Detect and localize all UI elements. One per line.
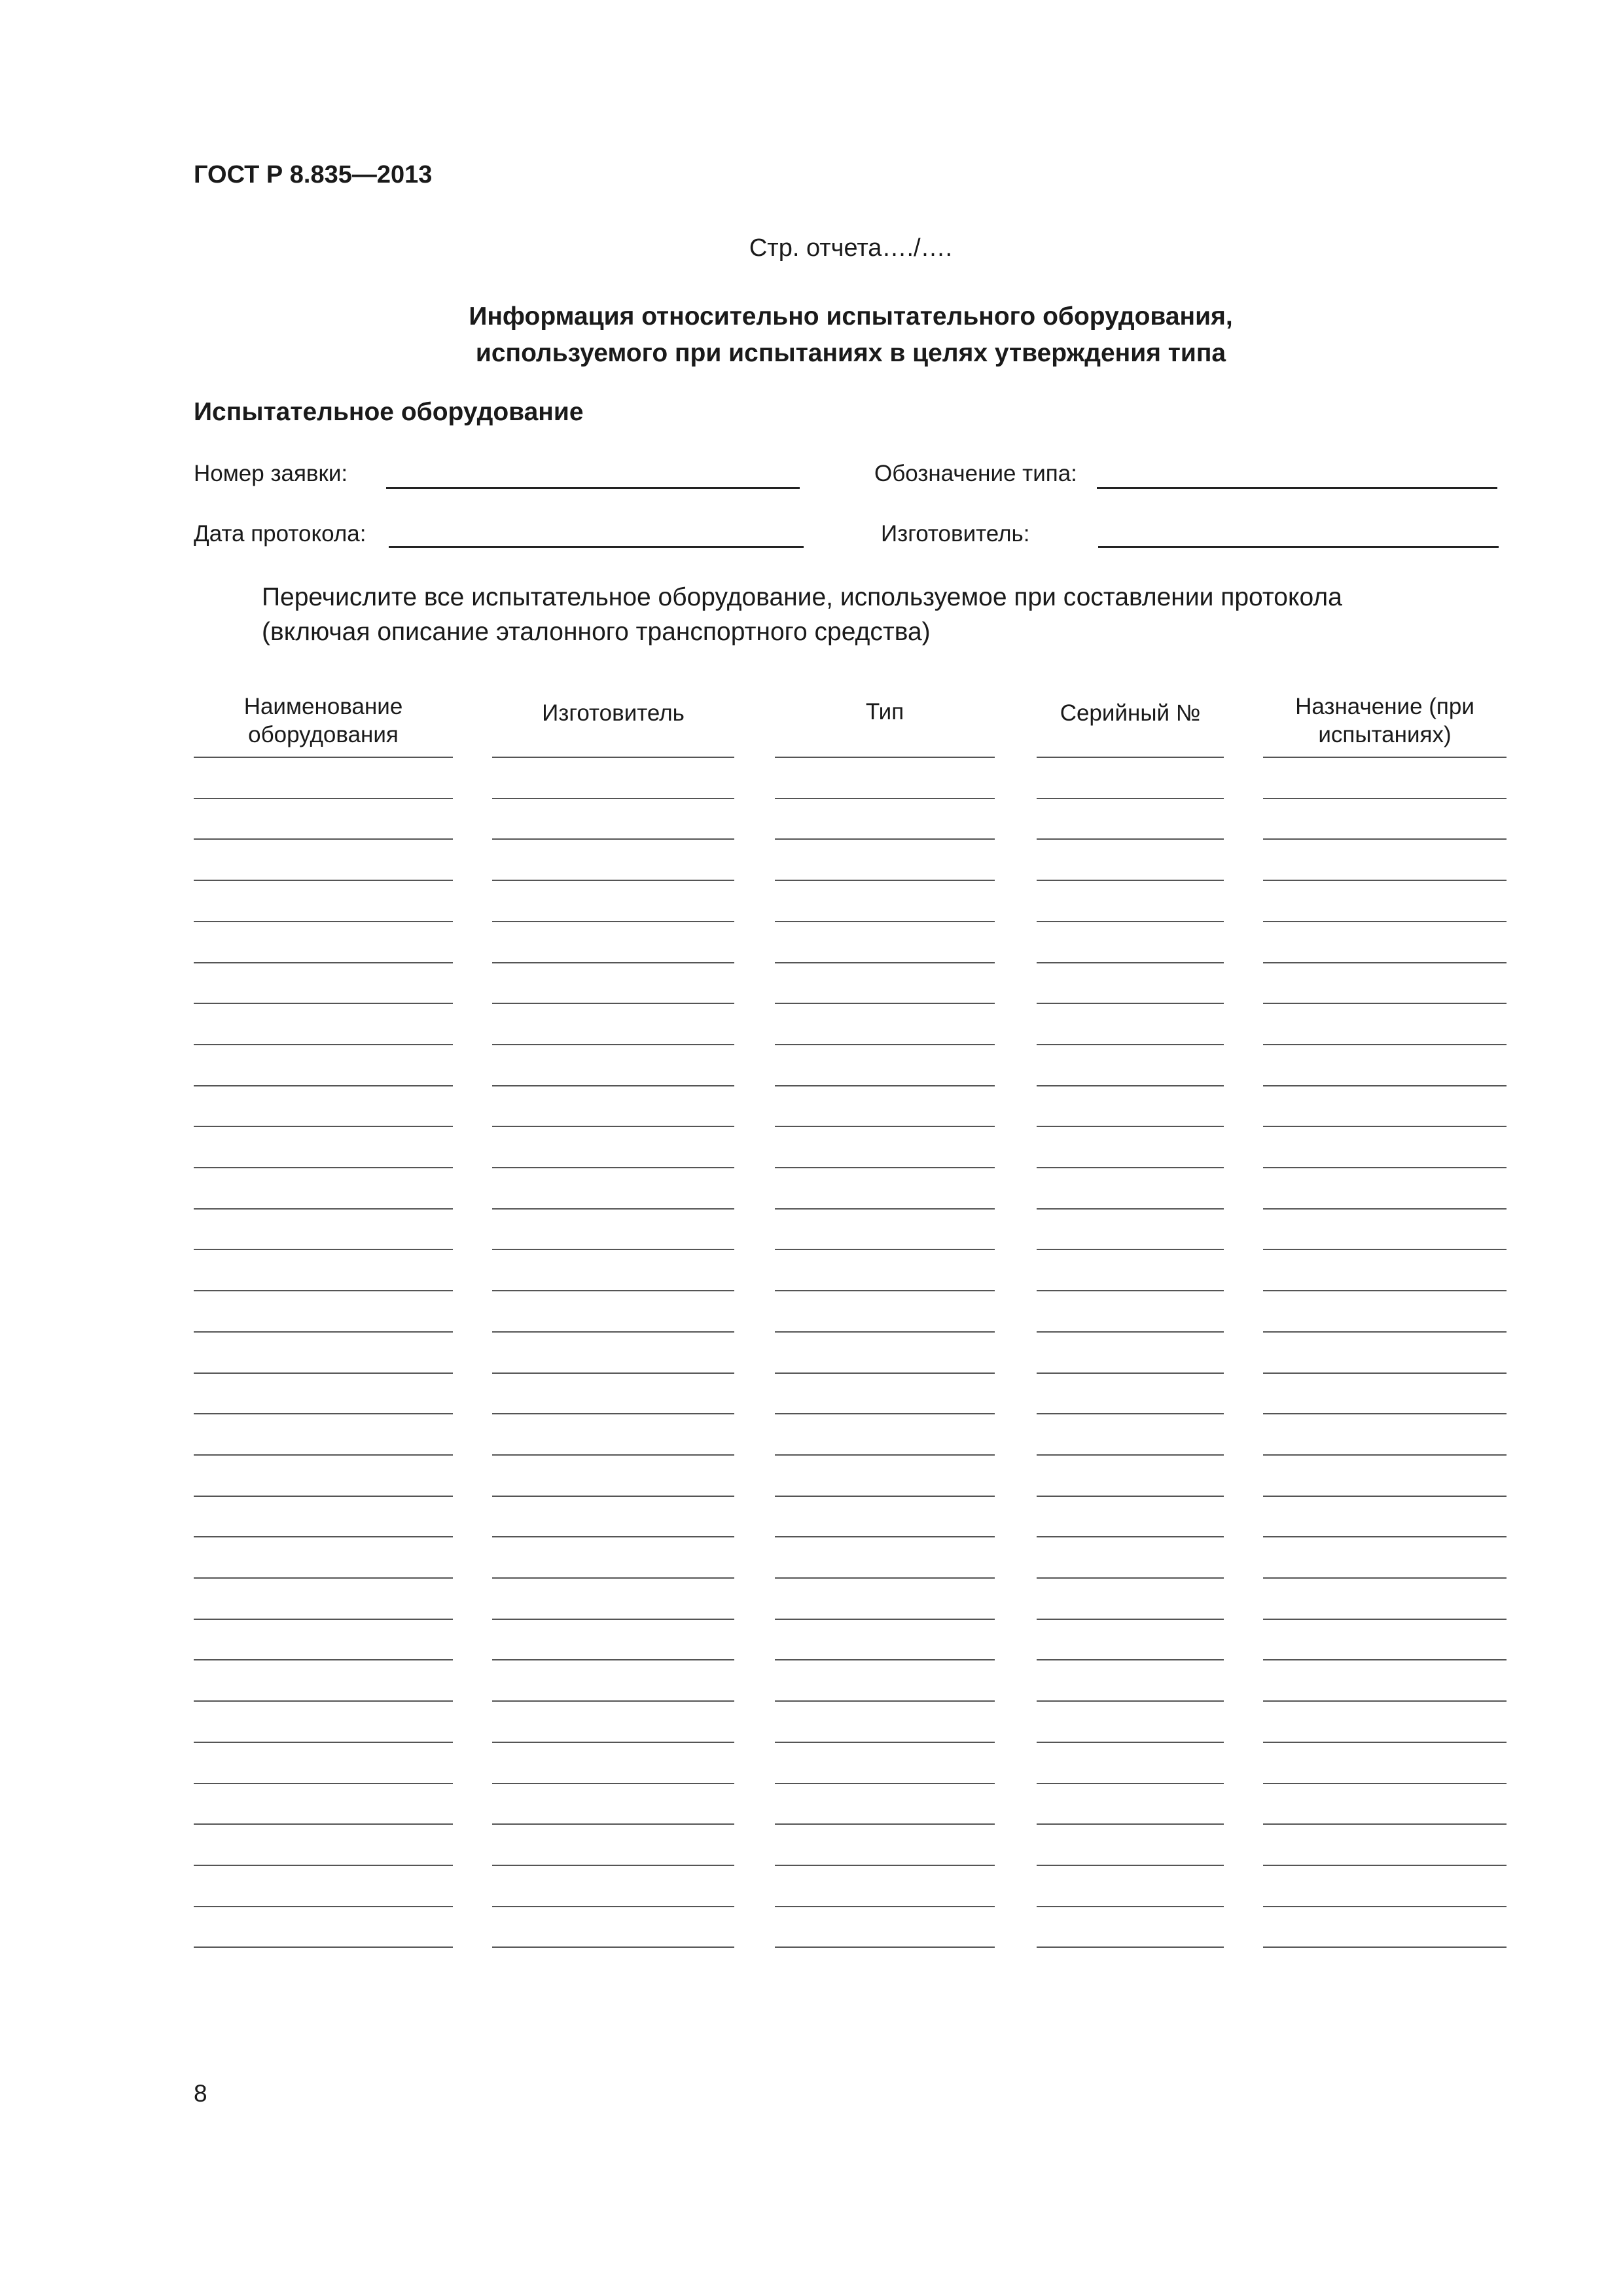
table-cell-line[interactable] [194, 1946, 453, 1948]
instruction-line-2: (включая описание эталонного транспортного средства) [262, 618, 931, 646]
table-cell-line[interactable] [492, 962, 734, 963]
table-cell-line[interactable] [775, 1700, 995, 1702]
table-cell-line[interactable] [775, 1044, 995, 1045]
table-cell-line[interactable] [194, 1823, 453, 1825]
table-cell-line[interactable] [775, 798, 995, 799]
table-cell-line[interactable] [492, 1044, 734, 1045]
table-cell-line[interactable] [492, 921, 734, 922]
table-cell-line[interactable] [775, 962, 995, 963]
form-title [196, 298, 1505, 372]
table-cell-line[interactable] [492, 1659, 734, 1660]
table-cell-line[interactable] [1037, 1167, 1224, 1168]
table-cell-line[interactable] [492, 1372, 734, 1374]
table-cell-line[interactable] [492, 1823, 734, 1825]
table-cell-line[interactable] [1037, 1823, 1224, 1825]
table-cell-line[interactable] [1037, 1044, 1224, 1045]
table-cell-line[interactable] [775, 1372, 995, 1374]
table-cell-line[interactable] [1037, 1126, 1224, 1127]
table-cell-line[interactable] [775, 1003, 995, 1004]
table-cell-line[interactable] [194, 962, 453, 963]
table-cell-line[interactable] [1037, 1331, 1224, 1333]
application-number-label: Номер заявки: [194, 461, 348, 486]
table-cell-line[interactable] [1263, 838, 1507, 840]
protocol-date-label: Дата протокола: [194, 521, 366, 547]
table-cell-line[interactable] [194, 921, 453, 922]
instruction-line-1: Перечислите все испытательное оборудование, используемое при составлении протокола [262, 583, 1342, 611]
manufacturer-label: Изготовитель: [881, 521, 1030, 547]
table-cell-line[interactable] [1263, 1413, 1507, 1414]
table-cell-line[interactable] [492, 1577, 734, 1579]
table-cell-line[interactable] [1263, 1044, 1507, 1045]
table-cell-line[interactable] [194, 1496, 453, 1497]
table-cell-line[interactable] [1037, 1536, 1224, 1537]
table-cell-line[interactable] [1037, 1290, 1224, 1291]
table-cell-line[interactable] [194, 1659, 453, 1660]
table-cell-line[interactable] [194, 757, 453, 758]
section-title: Испытательное оборудование [194, 398, 584, 426]
table-cell-line[interactable] [492, 880, 734, 881]
table-cell-line[interactable] [492, 1946, 734, 1948]
column-header-line: оборудования [248, 722, 399, 747]
table-cell-line[interactable] [1263, 1865, 1507, 1866]
table-cell-line[interactable] [194, 1742, 453, 1743]
type-designation-field[interactable] [1097, 487, 1497, 489]
table-cell-line[interactable] [1263, 1126, 1507, 1127]
table-cell-line[interactable] [492, 1496, 734, 1497]
table-cell-line[interactable] [1037, 1659, 1224, 1660]
table-cell-line[interactable] [1263, 1454, 1507, 1456]
table-cell-line[interactable] [492, 1126, 734, 1127]
table-cell-line[interactable] [1263, 1372, 1507, 1374]
table-cell-line[interactable] [492, 1249, 734, 1250]
table-cell-line[interactable] [194, 1619, 453, 1620]
column-header-purpose [1263, 692, 1507, 749]
table-cell-line[interactable] [492, 757, 734, 758]
table-cell-line[interactable] [775, 1783, 995, 1784]
table-cell-line[interactable] [1037, 838, 1224, 840]
table-cell-line[interactable] [1037, 1742, 1224, 1743]
table-cell-line[interactable] [1037, 1208, 1224, 1210]
table-cell-line[interactable] [775, 880, 995, 881]
table-cell-line[interactable] [775, 1208, 995, 1210]
table-cell-line[interactable] [194, 838, 453, 840]
table-cell-line[interactable] [775, 1823, 995, 1825]
table-cell-line[interactable] [775, 1865, 995, 1866]
table-cell-line[interactable] [492, 1003, 734, 1004]
table-cell-line[interactable] [775, 1619, 995, 1620]
table-cell-line[interactable] [194, 1577, 453, 1579]
form-title-line-2: используемого при испытаниях в целях утверждения типа [475, 339, 1226, 367]
table-cell-line[interactable] [194, 1044, 453, 1045]
table-cell-line[interactable] [1263, 1659, 1507, 1660]
table-cell-line[interactable] [1263, 1167, 1507, 1168]
manufacturer-field[interactable] [1098, 546, 1499, 548]
table-cell-line[interactable] [492, 1906, 734, 1907]
table-cell-line[interactable] [194, 1003, 453, 1004]
table-cell-line[interactable] [492, 1700, 734, 1702]
table-cell-line[interactable] [1263, 1208, 1507, 1210]
table-cell-line[interactable] [194, 1249, 453, 1250]
table-cell-line[interactable] [194, 880, 453, 881]
column-header-serial-number [1037, 699, 1224, 727]
table-cell-line[interactable] [1037, 1619, 1224, 1620]
table-cell-line[interactable] [1263, 1003, 1507, 1004]
table-cell-line[interactable] [775, 1331, 995, 1333]
table-cell-line[interactable] [1037, 1577, 1224, 1579]
table-cell-line[interactable] [775, 1413, 995, 1414]
table-cell-line[interactable] [1263, 962, 1507, 963]
table-cell-line[interactable] [775, 1906, 995, 1907]
protocol-date-field[interactable] [389, 546, 804, 548]
table-cell-line[interactable] [492, 1208, 734, 1210]
table-cell-line[interactable] [492, 1290, 734, 1291]
table-cell-line[interactable] [1263, 1823, 1507, 1825]
column-header-type [775, 698, 995, 726]
table-cell-line[interactable] [1263, 1619, 1507, 1620]
table-cell-line[interactable] [775, 1742, 995, 1743]
report-page-reference: Стр. отчета…./…. [749, 234, 953, 262]
table-cell-line[interactable] [775, 1290, 995, 1291]
table-cell-line[interactable] [1263, 1496, 1507, 1497]
table-cell-line[interactable] [194, 1413, 453, 1414]
table-cell-line[interactable] [1037, 1496, 1224, 1497]
table-cell-line[interactable] [194, 1126, 453, 1127]
table-cell-line[interactable] [1037, 1865, 1224, 1866]
table-cell-line[interactable] [194, 1331, 453, 1333]
table-cell-line[interactable] [492, 1865, 734, 1866]
table-cell-line[interactable] [1263, 1906, 1507, 1907]
table-cell-line[interactable] [775, 1126, 995, 1127]
table-cell-line[interactable] [775, 1454, 995, 1456]
table-cell-line[interactable] [1263, 1783, 1507, 1784]
column-header-line: Назначение (при [1295, 694, 1474, 719]
table-cell-line[interactable] [1263, 757, 1507, 758]
instruction-text [262, 580, 1505, 649]
page-number: 8 [194, 2080, 207, 2107]
table-cell-line[interactable] [1263, 1700, 1507, 1702]
table-cell-line[interactable] [194, 798, 453, 799]
table-cell-line[interactable] [775, 1167, 995, 1168]
table-cell-line[interactable] [492, 1331, 734, 1333]
table-cell-line[interactable] [1037, 1413, 1224, 1414]
table-cell-line[interactable] [492, 1536, 734, 1537]
table-cell-line[interactable] [194, 1167, 453, 1168]
table-cell-line[interactable] [1037, 1783, 1224, 1784]
table-cell-line[interactable] [194, 1208, 453, 1210]
table-cell-line[interactable] [1263, 1536, 1507, 1537]
table-cell-line[interactable] [1037, 1249, 1224, 1250]
document-code: ГОСТ Р 8.835—2013 [194, 161, 433, 188]
column-header-line: Серийный № [1060, 700, 1201, 726]
table-cell-line[interactable] [775, 1085, 995, 1086]
table-cell-line[interactable] [194, 1290, 453, 1291]
table-cell-line[interactable] [1263, 1742, 1507, 1743]
table-cell-line[interactable] [1037, 757, 1224, 758]
table-cell-line[interactable] [775, 1577, 995, 1579]
column-header-manufacturer [492, 699, 734, 727]
table-cell-line[interactable] [492, 1167, 734, 1168]
table-cell-line[interactable] [775, 838, 995, 840]
table-cell-line[interactable] [775, 921, 995, 922]
table-cell-line[interactable] [492, 838, 734, 840]
table-cell-line[interactable] [1263, 1085, 1507, 1086]
table-cell-line[interactable] [1263, 1946, 1507, 1948]
table-cell-line[interactable] [775, 757, 995, 758]
table-cell-line[interactable] [492, 1783, 734, 1784]
table-cell-line[interactable] [492, 1085, 734, 1086]
table-cell-line[interactable] [1037, 1003, 1224, 1004]
table-cell-line[interactable] [775, 1536, 995, 1537]
table-cell-line[interactable] [1037, 1906, 1224, 1907]
table-cell-line[interactable] [194, 1372, 453, 1374]
table-cell-line[interactable] [492, 1742, 734, 1743]
table-cell-line[interactable] [194, 1085, 453, 1086]
column-header-equipment-name [194, 692, 453, 749]
table-cell-line[interactable] [775, 1659, 995, 1660]
table-cell-line[interactable] [1037, 962, 1224, 963]
column-header-line: испытаниях) [1318, 722, 1452, 747]
table-cell-line[interactable] [194, 1536, 453, 1537]
table-cell-line[interactable] [1037, 1946, 1224, 1948]
table-cell-line[interactable] [1037, 1700, 1224, 1702]
table-cell-line[interactable] [775, 1496, 995, 1497]
table-cell-line[interactable] [492, 1619, 734, 1620]
table-cell-line[interactable] [492, 798, 734, 799]
table-cell-line[interactable] [1263, 1249, 1507, 1250]
table-cell-line[interactable] [1263, 880, 1507, 881]
table-cell-line[interactable] [1037, 798, 1224, 799]
form-title-line-1: Информация относительно испытательного оборудования, [469, 302, 1233, 331]
table-cell-line[interactable] [1037, 1372, 1224, 1374]
table-cell-line[interactable] [775, 1249, 995, 1250]
table-cell-line[interactable] [492, 1454, 734, 1456]
table-cell-line[interactable] [1037, 921, 1224, 922]
table-cell-line[interactable] [1037, 880, 1224, 881]
table-cell-line[interactable] [775, 1946, 995, 1948]
column-header-line: Изготовитель [542, 700, 685, 726]
table-cell-line[interactable] [194, 1454, 453, 1456]
column-header-line: Тип [865, 699, 904, 725]
table-cell-line[interactable] [1263, 798, 1507, 799]
table-cell-line[interactable] [1037, 1085, 1224, 1086]
application-number-field[interactable] [386, 487, 800, 489]
table-cell-line[interactable] [194, 1865, 453, 1866]
table-cell-line[interactable] [194, 1700, 453, 1702]
table-cell-line[interactable] [1037, 1454, 1224, 1456]
table-cell-line[interactable] [1263, 1290, 1507, 1291]
table-cell-line[interactable] [194, 1783, 453, 1784]
type-designation-label: Обозначение типа: [874, 461, 1077, 486]
column-header-line: Наименование [243, 694, 403, 719]
table-cell-line[interactable] [492, 1413, 734, 1414]
table-cell-line[interactable] [1263, 1331, 1507, 1333]
table-cell-line[interactable] [194, 1906, 453, 1907]
table-cell-line[interactable] [1263, 1577, 1507, 1579]
table-cell-line[interactable] [1263, 921, 1507, 922]
